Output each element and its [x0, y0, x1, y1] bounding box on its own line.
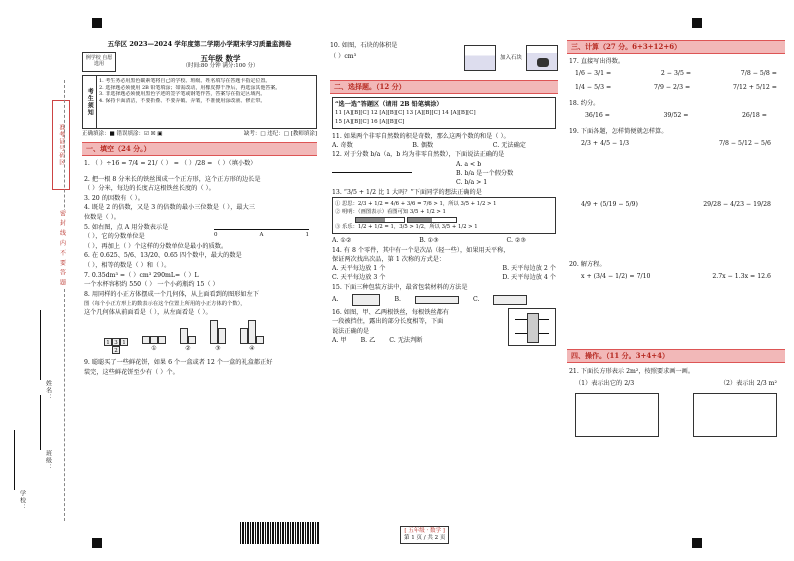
question-16-line-3: 说法正确的是: [332, 327, 370, 335]
q19-item-1: 2/3 + 4/5 − 1/3: [581, 139, 630, 147]
q18-item-3: 26/18 =: [742, 111, 767, 119]
question-10-line-2: （ ）cm³: [330, 53, 357, 61]
package-a: [352, 294, 380, 306]
question-14-line-1: 14. 有 8 个零件，其中有一个是次品（轻一些），如果用天平称，: [332, 246, 510, 254]
seal-notice: 密 封 线 内 不 要 答 题: [58, 210, 66, 289]
q21-rectangle-1[interactable]: [575, 393, 659, 437]
question-9-line-2: 装完，这些鲜花饼至少有（ ）个。: [84, 368, 179, 376]
view-figures: [104, 320, 315, 354]
column-1: [82, 40, 317, 531]
barcode: [240, 522, 320, 544]
registration-mark-top-left: [92, 18, 102, 28]
exam-number-box: [52, 100, 70, 190]
stamp-box: 例学校 自愿选用: [82, 52, 116, 72]
q13-option-b: B. ①③: [419, 237, 439, 245]
q21-part-2: （2）表示出 2/3 m²: [719, 380, 777, 388]
class-label: 班级：: [44, 450, 52, 471]
q12-number-line: [332, 172, 412, 173]
q17-item-6: 7/12 + 5/12 =: [732, 83, 777, 91]
question-6-line-2: （ ），相等的数是（ ）和（ ）。: [84, 262, 171, 270]
q16-option-a: A. 甲: [332, 336, 347, 344]
question-10-line-1: 10. 如图，石块的体积是: [330, 42, 398, 49]
section-3-title: 三、计算（27 分。6+3+12+6）: [567, 40, 785, 54]
name-line: [40, 310, 41, 380]
top-view-grid: 1 3 1 2: [104, 338, 128, 354]
q17-item-5: 7/9 − 2/3 =: [653, 83, 691, 91]
q12-option-a: A. a < b: [456, 160, 482, 168]
answer-row-2[interactable]: 15 [A][B][C] 16 [A][B][C]: [335, 118, 405, 125]
question-5-line-2: （ ），它的分数单位是: [84, 233, 145, 241]
q13-idea-3: ③ 乐乐：1/2 + 1/2 = 1，3/5 > 1/2，所以 3/5 + 1/2 > 1: [335, 223, 478, 230]
q21-rectangle-2[interactable]: [693, 393, 777, 437]
instructions-box: [82, 75, 317, 129]
instruction-1: 1. 考生务必用黑色碳素笔将自己的学校、班级、姓名填写在答题卡指定位置。: [99, 78, 271, 85]
q20-item-2: 2.7x − 1.3x = 12.6: [712, 273, 771, 281]
q17-item-4: 1/4 − 5/3 =: [575, 83, 612, 91]
exam-number-label: 准考证号码区: [57, 124, 65, 166]
wire-figure: [508, 308, 556, 346]
q17-item-1: 1/6 − 3/1 =: [575, 69, 612, 77]
question-6-line-1: 6. 在 0.625、5/6、13/20、0.65 四个数中，最大的数是: [84, 252, 242, 260]
question-2-line-1: 2. 把一根 8 分米长的铁丝围成一个正方形，这个正方形的边长是: [84, 175, 261, 183]
question-3: 3. 20 的因数有（ ）。: [84, 194, 144, 202]
column-2: [330, 40, 558, 531]
view-option-3: ③: [210, 320, 226, 354]
q19-item-2: 7/8 − 5/12 − 5/6: [718, 139, 771, 147]
answer-row-1[interactable]: 11 [A][B][C] 12 [A][B][C] 13 [A][B][C] 14 [A][B][C]: [335, 110, 476, 117]
question-21: 21. 下面长方形表示 2m²，按照要求画一画。: [569, 368, 695, 376]
q18-item-1: 36/16 =: [585, 111, 610, 119]
number-line: [214, 229, 309, 240]
number-line-zero: 0: [214, 231, 218, 238]
q18-item-2: 39/52 =: [663, 111, 689, 119]
registration-mark-bottom-left: [92, 538, 102, 548]
package-c: [493, 295, 527, 305]
answer-area-title: “选一选”答题区（请用 2B 铅笔填涂）: [335, 101, 443, 108]
q15-package-options: A. B. C.: [332, 294, 556, 306]
instruction-2: 2. 选择题必须使用 2B 铅笔填涂；如需改动，用橡皮擦干净后，再选涂其他答案。: [99, 84, 281, 91]
question-15: 15. 下面三种包装方法中，最省包装材料的方法是: [332, 283, 468, 291]
q21-part-1: （1）表示出它的 2/3: [575, 380, 635, 388]
question-19: 19. 下面各题，怎样简便就怎样算。: [569, 127, 668, 135]
question-12: 12. 对于分数 b/a（a，b 均为非零自然数），下面说法正确的是: [332, 151, 505, 159]
view-option-2: ②: [180, 328, 196, 354]
fill-example: 正确填涂：■ 错误填涂：☑ ☒ ▣: [82, 131, 163, 138]
question-7-line-2: 一个水杯容积约 550（ ） 一个小药瓶约 15（ ）: [84, 281, 219, 289]
section-4-title: 四、操作。（11 分。3+4+4）: [567, 349, 785, 363]
q12-option-c: C. b/a > 1: [456, 179, 488, 187]
question-8-line-3: 这个几何体从前面看是（ ），从左面看是（ ）。: [84, 308, 212, 316]
question-17: 17. 直接写出得数。: [569, 58, 625, 65]
q11-option-c: C. 无法确定: [492, 142, 526, 150]
footer-subject: [ 五年级 · 数学 ]: [404, 528, 445, 534]
question-1: 1. （ ）÷16 = 7/4 = 21/（ ） = （ ）/28 = （ ）（填小数）: [84, 160, 257, 167]
q12-option-b: B. b/a 是一个假分数: [456, 169, 514, 177]
subject-title: 五年级 数学: [200, 54, 241, 63]
time-info: （时间:80 分钟 满分:100 分）: [182, 63, 259, 70]
q13-option-a: A. ①②: [332, 237, 352, 245]
q13-ideas-box: [332, 197, 556, 234]
q19-item-4: 29/28 − 4/23 − 19/28: [703, 201, 771, 209]
question-13: 13. “3/5 + 1/2 比 1 大吗？”下面同学的想法正确的是: [332, 188, 482, 196]
tank-after: [526, 45, 558, 71]
question-8-line-1: 8. 用同样的小正方体摆成一个几何体，从上面看到的图形如左下: [84, 290, 259, 298]
number-line-point-a: A: [259, 231, 264, 238]
q20-item-1: x + (3/4 − 1/2) = 7/10: [581, 273, 651, 281]
question-18: 18. 约分。: [569, 99, 600, 107]
number-line-one: 1: [305, 231, 309, 238]
q16-option-c: C. 无法判断: [389, 336, 423, 344]
exam-title: 五华区 2023—2024 学年度第二学期小学期末学习质量监测卷: [107, 40, 292, 48]
answer-bubble-area: [332, 97, 556, 129]
question-11: 11. 如果两个非零自然数的积是奇数，那么这两个数的和是（ ）。: [332, 132, 510, 140]
instructions-label: 考生须知: [86, 88, 94, 117]
section-2-title: 二、选择题。（12 分）: [330, 80, 558, 94]
absent-mark[interactable]: 缺考：□ 违纪：□ [教师填涂]: [243, 131, 317, 138]
registration-mark-top-right: [692, 18, 702, 28]
view-option-4: ④: [240, 320, 264, 354]
question-5-line-3: （ ），再加上（ ）个这样的分数单位是最小的质数。: [84, 242, 228, 250]
q14-option-d: D. 天平每边放 4 个: [502, 274, 556, 282]
water-tank-figure: [464, 40, 558, 76]
school-line: [14, 430, 15, 490]
question-20: 20. 解方程。: [569, 261, 606, 269]
q13-idea-1: ① 思思：2/3 + 1/2 = 4/6 + 3/6 = 7/6 > 1，所以 3/5 + 1/2 > 1: [335, 200, 497, 207]
class-line: [40, 395, 41, 450]
q13-option-c: C. ②③: [506, 237, 526, 245]
question-8-line-2: 图（每个小正方形上的数表示在这个位置上所用的小正方体的个数），: [84, 300, 246, 307]
q11-option-b: B. 偶数: [412, 142, 434, 150]
question-16-line-1: 16. 如图，甲、乙两根铁丝，每根铁丝都有: [332, 309, 449, 317]
question-4-line-2: 位数是（ ）。: [84, 214, 120, 222]
question-5-line-1: 5. 如右图，点 A 用分数表示是: [84, 223, 169, 231]
question-14-line-2: 保证两次找出次品，第 1 次称的方式是：: [332, 255, 446, 263]
registration-mark-bottom-right: [692, 538, 702, 548]
q11-option-a: A. 奇数: [332, 142, 353, 150]
tank-before: [464, 45, 496, 71]
question-7-line-1: 7. 0.35dm³ =（ ）cm³ 290mL=（ ）L: [84, 271, 199, 279]
school-label: 学校：: [18, 490, 26, 511]
q17-item-2: 2 − 3/5 =: [660, 69, 692, 77]
seal-line: [64, 80, 65, 521]
add-stone-label: 加入石块: [499, 54, 522, 61]
question-16-line-2: 一段被挡住，露出的部分长度相等，下面: [332, 318, 444, 326]
q14-option-b: B. 天平每边放 2 个: [502, 265, 556, 273]
column-3: [567, 40, 785, 531]
question-9-line-1: 9. 聪聪买了一些鲜花饼，如果 6 个一盒或者 12 个一盒的礼盒都正好: [84, 358, 273, 366]
question-4-line-1: 4. 既是 2 的倍数，又是 3 的倍数的最小三位数是（ ），最大三: [84, 204, 255, 212]
q14-option-a: A. 天平每边放 1 个: [332, 265, 386, 273]
package-b: [415, 296, 459, 304]
footer-page: 第 1 页 / 共 2 页: [404, 534, 446, 541]
question-2-line-2: （ ）分米，每边的长度占这根铁丝长度的（ ）。: [84, 185, 215, 193]
q16-option-b: B. 乙: [360, 336, 376, 344]
instruction-3: 3. 非选择题必须使用黑色字迹的签字笔或钢笔作答，答案写在指定区域内。: [99, 91, 266, 98]
q17-item-3: 7/8 − 5/8 =: [740, 69, 777, 77]
section-1-title: 一、填空（24 分。）: [82, 142, 317, 156]
q19-item-3: 4/9 + (5/19 − 5/9): [581, 201, 638, 209]
name-label: 姓名：: [44, 380, 52, 401]
view-option-1: ①: [142, 336, 166, 354]
instruction-4: 4. 保持卡面清洁，不要折叠、不要弄破、弄皱，不准使用涂改液、修正带。: [99, 97, 266, 104]
q14-option-c: C. 天平每边放 3 个: [332, 274, 386, 282]
q13-idea-2: ② 明明：（画图表示）看图可知 3/5 + 1/2 > 1: [335, 209, 446, 216]
